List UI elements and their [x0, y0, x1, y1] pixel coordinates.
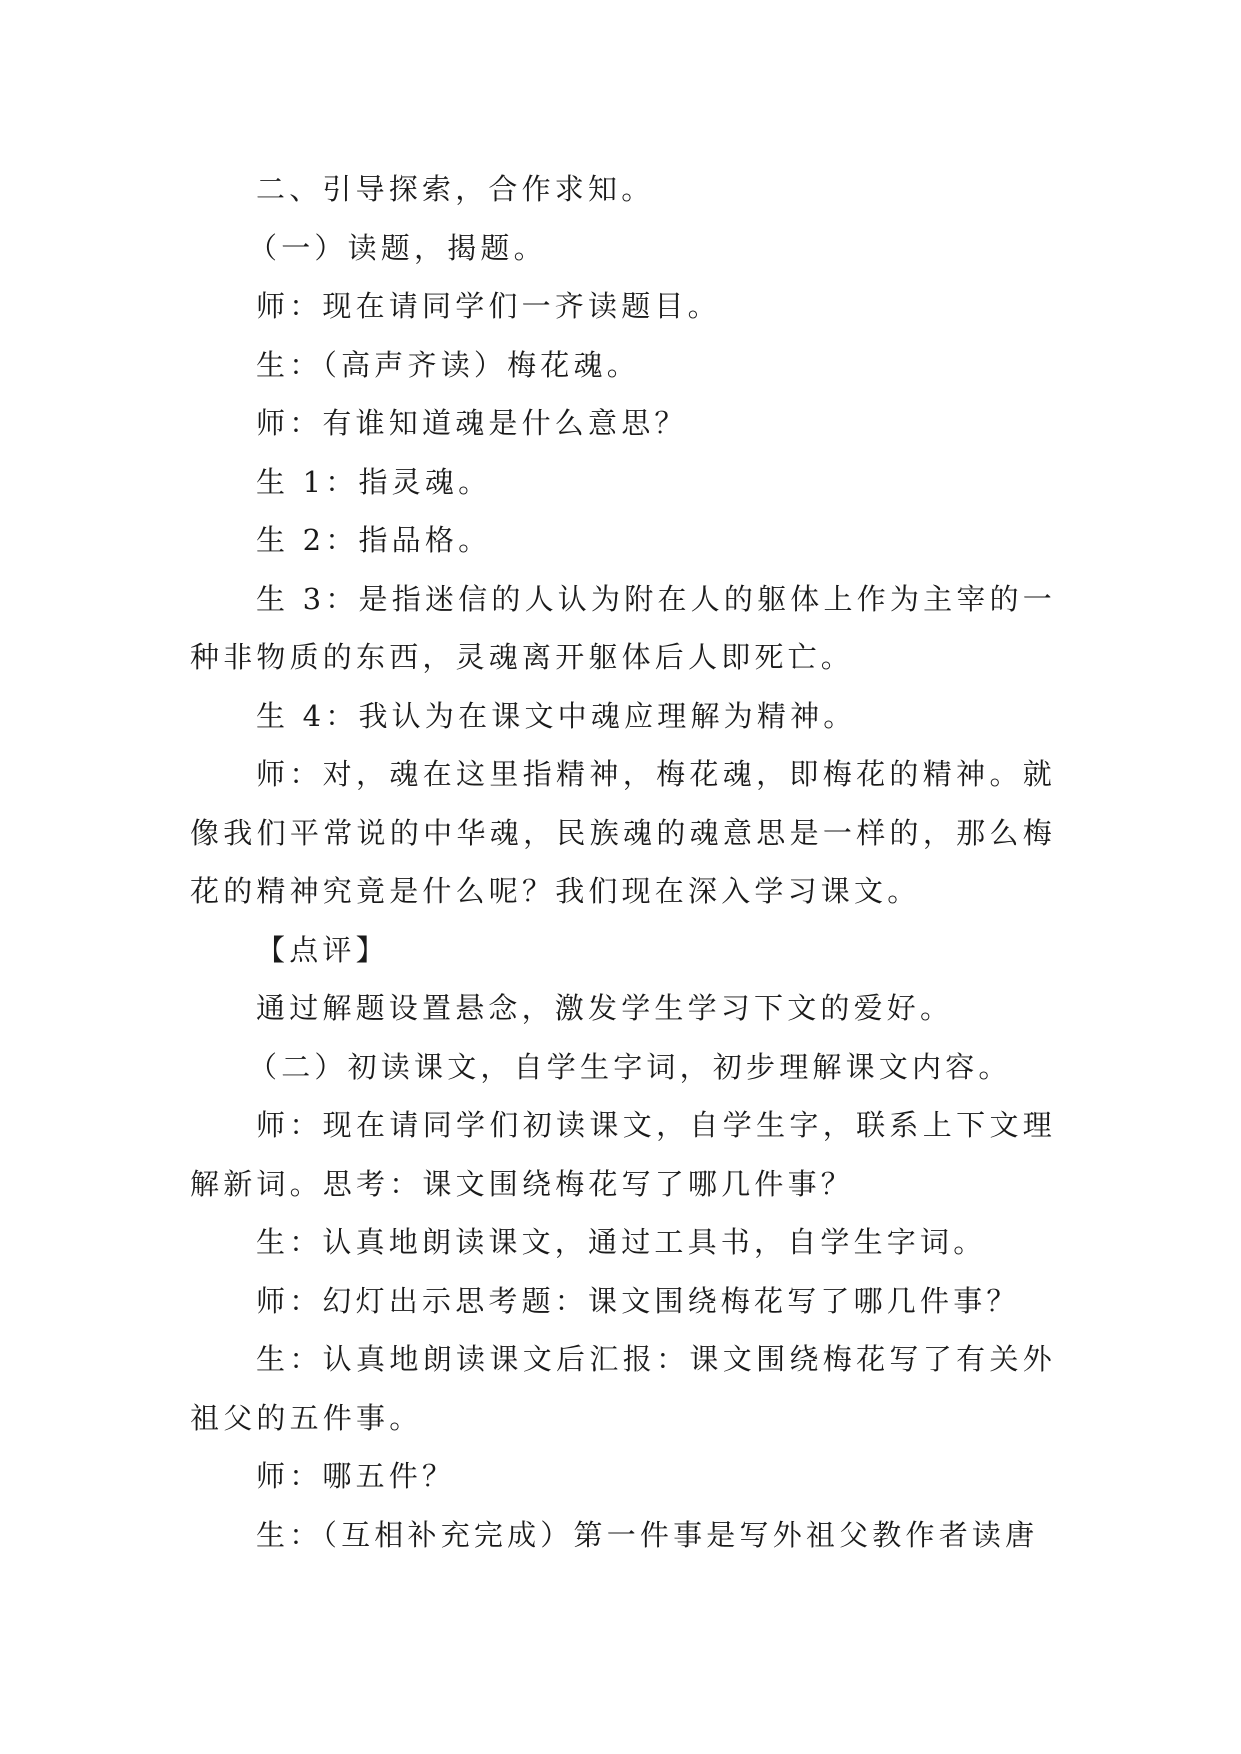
dialogue-paragraph: 师：幻灯出示思考题：课文围绕梅花写了哪几件事？ [256, 1283, 1020, 1318]
dialogue-paragraph: 生 4：我认为在课文中魂应理解为精神。 [256, 698, 857, 733]
dialogue-paragraph: 师：哪五件？ [256, 1459, 456, 1493]
dialogue-paragraph: 生：认真地朗读课文，通过工具书，自学生字词。 [256, 1225, 987, 1259]
dialogue-paragraph: 师：现在请同学们一齐读题目。 [256, 289, 721, 323]
dialogue-paragraph: 师：有谁知道魂是什么意思？ [256, 406, 688, 440]
section-heading: 二、引导探索，合作求知。 [256, 172, 655, 206]
dialogue-paragraph: 生 1：指灵魂。 [256, 464, 492, 499]
comment-paragraph: 通过解题设置悬念，激发学生学习下文的爱好。 [256, 991, 954, 1025]
dialogue-paragraph: 师：对，魂在这里指精神，梅花魂，即梅花的精神。就像我们平常说的中华魂，民族魂的魂意思是一样的，那么梅花的精神究竟是什么呢？我们现在深入学习课文。 [190, 757, 1056, 908]
dialogue-paragraph: 生 2：指品格。 [256, 523, 492, 557]
subsection-heading: （二）初读课文，自学生字词，初步理解课文内容。 [248, 1049, 1012, 1084]
dialogue-paragraph: 生：（互相补充完成）第一件事是写外祖父教作者读唐 [256, 1517, 1039, 1552]
dialogue-paragraph: 生：（高声齐读）梅花魂。 [256, 347, 640, 382]
subsection-heading: （一）读题，揭题。 [248, 230, 547, 265]
dialogue-paragraph: 生 3：是指迷信的人认为附在人的躯体上作为主宰的一种非物质的东西，灵魂离开躯体后人即死亡。 [190, 581, 1056, 674]
dialogue-paragraph: 师：现在请同学们初读课文，自学生字，联系上下文理解新词。思考：课文围绕梅花写了哪几件事？ [190, 1108, 1056, 1201]
dialogue-paragraph: 生：认真地朗读课文后汇报：课文围绕梅花写了有关外祖父的五件事。 [190, 1342, 1056, 1435]
comment-heading: 【点评】 [256, 932, 389, 967]
document-body [190, 160, 1056, 1564]
